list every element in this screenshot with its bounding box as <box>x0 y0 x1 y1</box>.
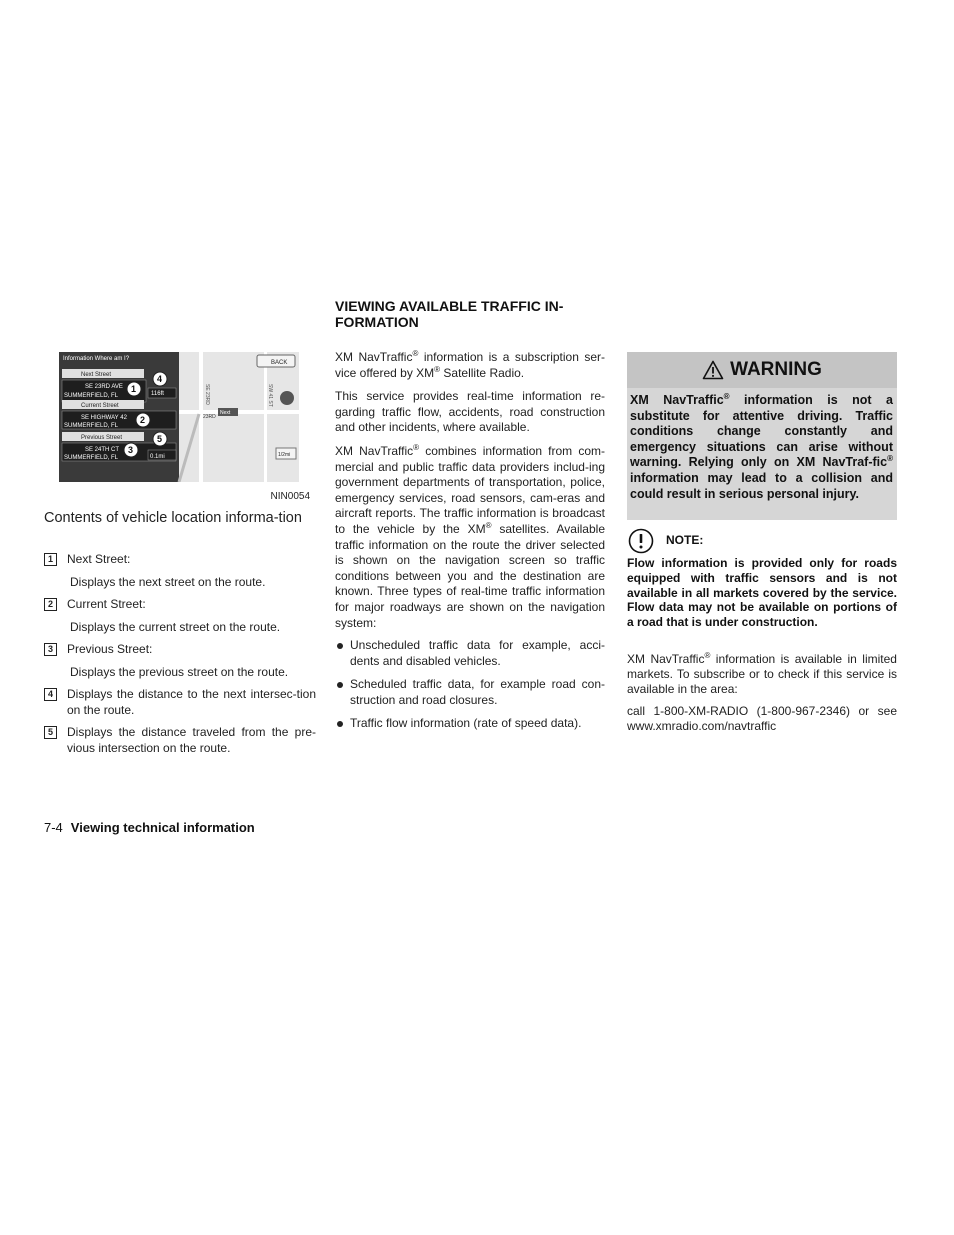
bullet-text: Scheduled traffic data, for example road con-struction and road closures. <box>350 677 605 707</box>
paragraph-realtime: This service provides real-time information re-garding traffic flow, accidents, road construction and other incidents, where available. <box>335 389 605 435</box>
registered-mark: ® <box>887 454 893 464</box>
list-item <box>44 597 316 613</box>
note-header <box>627 528 897 552</box>
warning-title: WARNING <box>730 359 822 380</box>
previous-street-name: SE 24TH CT <box>85 447 120 453</box>
warning-text <box>630 393 893 502</box>
paragraph-subscription <box>335 350 605 381</box>
paragraph-availability <box>627 652 897 698</box>
callout-1: 1 <box>131 384 137 394</box>
text-run: information is not a substitute for attentive driving. Traffic conditions change constantly and emergency situations can arise without warning. Relying only on XM NavTraf-fic <box>630 393 893 470</box>
next-street-label: Next Street <box>81 372 112 378</box>
current-street-name: SE HIGHWAY 42 <box>81 415 127 421</box>
bullet-item <box>335 716 605 732</box>
registered-mark: ® <box>413 443 420 452</box>
previous-street-label: Previous Street <box>81 435 123 441</box>
map-road-vertical-1: SE 23RD <box>204 384 210 405</box>
map-road-vertical-2: SW 41 ST <box>267 384 273 407</box>
footer-section-title: Viewing technical information <box>70 820 255 835</box>
vehicle-location-screen-figure <box>59 352 299 482</box>
page-footer <box>44 820 255 835</box>
paragraph-contact: call 1-800-XM-RADIO (1-800-967-2346) or see www.xmradio.com/navtraffic <box>627 704 897 734</box>
bullet-dot <box>337 682 343 688</box>
map-next-label: Next <box>220 410 231 416</box>
callout-3: 3 <box>128 445 134 455</box>
bullet-dot <box>337 721 343 727</box>
item-description: Displays the next street on the route. <box>70 575 266 589</box>
registered-mark: ® <box>434 364 441 374</box>
list-item <box>44 725 316 756</box>
bullet-item <box>335 677 605 708</box>
back-button[interactable]: BACK <box>271 360 288 366</box>
text-run: Satellite Radio. <box>440 365 525 380</box>
previous-street-city: SUMMERFIELD, FL <box>64 455 119 461</box>
item-label: Previous Street: <box>67 642 153 656</box>
text-run: satellites. Available traffic information on the route the driver selected is shown on the navigation screen so traffic conditions between you and the destination are known. Three types of real-time traffic information for major roadways are shown on the navigation system: <box>335 521 605 630</box>
section-heading-traffic: VIEWING AVAILABLE TRAFFIC IN-FORMATION <box>335 298 564 330</box>
callout-4: 4 <box>157 374 163 384</box>
text-run: information is a subscription ser-vice offered by XM <box>335 350 605 380</box>
warning-triangle-icon <box>702 360 724 380</box>
item-label: Next Street: <box>67 552 131 566</box>
text-run: XM NavTraffic <box>630 393 724 407</box>
item-number-box: 3 <box>44 643 57 656</box>
callout-5: 5 <box>157 434 163 444</box>
item-description: Displays the previous street on the route. <box>70 665 289 679</box>
registered-mark: ® <box>485 520 492 530</box>
callout-2: 2 <box>140 415 146 425</box>
text-run: information is available in limited markets. To subscribe or to check if this service is available in the area: <box>627 652 897 697</box>
paragraph-combines <box>335 444 605 631</box>
list-item <box>44 642 316 658</box>
item-label: Current Street: <box>67 597 146 611</box>
next-street-name: SE 23RD AVE <box>85 384 123 390</box>
bullet-item <box>335 638 605 669</box>
note-text: Flow information is provided only for roads equipped with traffic sensors and is not available in all markets covered by the service. Flow data may not be available on portions of a road that is under construction. <box>627 556 897 630</box>
figure-caption: NIN0054 <box>270 491 310 502</box>
next-street-city: SUMMERFIELD, FL <box>64 393 119 399</box>
section-heading-vehicle-location: Contents of vehicle location informa-tion <box>44 510 302 526</box>
item-number-box: 4 <box>44 688 57 701</box>
current-street-label: Current Street <box>81 403 119 409</box>
bullet-text: Traffic flow information (rate of speed data). <box>350 716 582 730</box>
screen-title: Information Where am I? <box>63 356 130 362</box>
registered-mark: ® <box>723 391 730 401</box>
current-street-city: SUMMERFIELD, FL <box>64 423 119 429</box>
text-run: XM NavTraffic <box>627 652 705 666</box>
map-road-label: 23RD <box>203 414 216 420</box>
registered-mark: ® <box>704 651 711 660</box>
bullet-text: Unscheduled traffic data for example, acci-dents and disabled vehicles. <box>350 638 605 668</box>
item-number-box: 2 <box>44 598 57 611</box>
next-street-distance: 116ft <box>151 391 164 397</box>
bullet-dot <box>337 643 343 649</box>
text-run: XM NavTraffic <box>335 350 413 364</box>
list-item <box>44 552 316 568</box>
map-scale-button[interactable]: 1/2mi <box>278 452 291 458</box>
item-label: Displays the distance to the next intersec-tion on the route. <box>67 687 316 717</box>
note-label: NOTE: <box>666 533 704 547</box>
page-number: 7-4 <box>44 820 63 835</box>
list-item <box>44 687 316 718</box>
item-label: Displays the distance traveled from the pre-vious intersection on the route. <box>67 725 316 755</box>
text-run: information may lead to a collision and could result in serious personal injury. <box>630 470 893 501</box>
note-exclamation-icon <box>628 528 654 554</box>
warning-title-bar <box>627 352 897 388</box>
warning-box <box>627 352 897 520</box>
previous-street-distance: 0.1mi <box>150 454 165 460</box>
item-number-box: 1 <box>44 553 57 566</box>
registered-mark: ® <box>412 349 419 358</box>
text-run: combines information from com-mercial and public traffic data providers includ-ing government departments of transportation, police, emergency services, road sensors, cam-eras and aircraft reports. The traffic information is broadcast to the vehicle by the XM <box>335 444 605 536</box>
item-number-box: 5 <box>44 726 57 739</box>
item-description: Displays the current street on the route. <box>70 620 281 634</box>
text-run: XM NavTraffic <box>335 444 414 458</box>
